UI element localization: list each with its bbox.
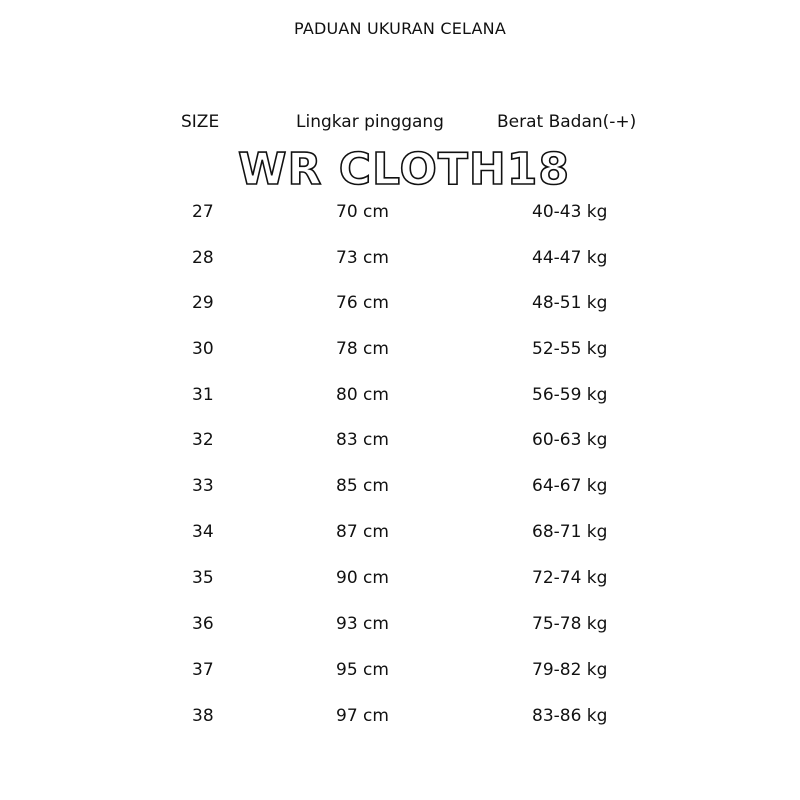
weight-cell: 64-67 kg [532,476,608,496]
table-row [0,706,800,730]
size-cell: 34 [192,522,214,542]
weight-cell: 52-55 kg [532,339,608,359]
table-row [0,522,800,546]
table-row [0,476,800,500]
weight-cell: 72-74 kg [532,568,608,588]
weight-cell: 68-71 kg [532,522,608,542]
header-waist: Lingkar pinggang [296,112,444,132]
size-cell: 38 [192,706,214,726]
table-row [0,568,800,592]
waist-cell: 70 cm [336,202,389,222]
waist-cell: 93 cm [336,614,389,634]
waist-cell: 95 cm [336,660,389,680]
size-cell: 36 [192,614,214,634]
header-size: SIZE [181,112,220,132]
header-weight: Berat Badan(-+) [497,112,637,132]
size-cell: 28 [192,248,214,268]
weight-cell: 83-86 kg [532,706,608,726]
waist-cell: 78 cm [336,339,389,359]
waist-cell: 80 cm [336,385,389,405]
table-row [0,248,800,272]
waist-cell: 97 cm [336,706,389,726]
weight-cell: 79-82 kg [532,660,608,680]
size-cell: 31 [192,385,214,405]
waist-cell: 73 cm [336,248,389,268]
size-cell: 32 [192,430,214,450]
table-row [0,293,800,317]
table-row [0,660,800,684]
size-cell: 35 [192,568,214,588]
brand-watermark: WR CLOTH18 [238,144,570,195]
waist-cell: 83 cm [336,430,389,450]
waist-cell: 90 cm [336,568,389,588]
weight-cell: 60-63 kg [532,430,608,450]
table-row [0,614,800,638]
waist-cell: 85 cm [336,476,389,496]
size-cell: 33 [192,476,214,496]
size-cell: 27 [192,202,214,222]
table-row [0,202,800,226]
size-cell: 30 [192,339,214,359]
table-row [0,430,800,454]
waist-cell: 76 cm [336,293,389,313]
weight-cell: 48-51 kg [532,293,608,313]
weight-cell: 40-43 kg [532,202,608,222]
table-row [0,339,800,363]
waist-cell: 87 cm [336,522,389,542]
weight-cell: 56-59 kg [532,385,608,405]
size-cell: 29 [192,293,214,313]
page-title: PADUAN UKURAN CELANA [294,19,506,38]
size-cell: 37 [192,660,214,680]
weight-cell: 44-47 kg [532,248,608,268]
weight-cell: 75-78 kg [532,614,608,634]
table-row [0,385,800,409]
